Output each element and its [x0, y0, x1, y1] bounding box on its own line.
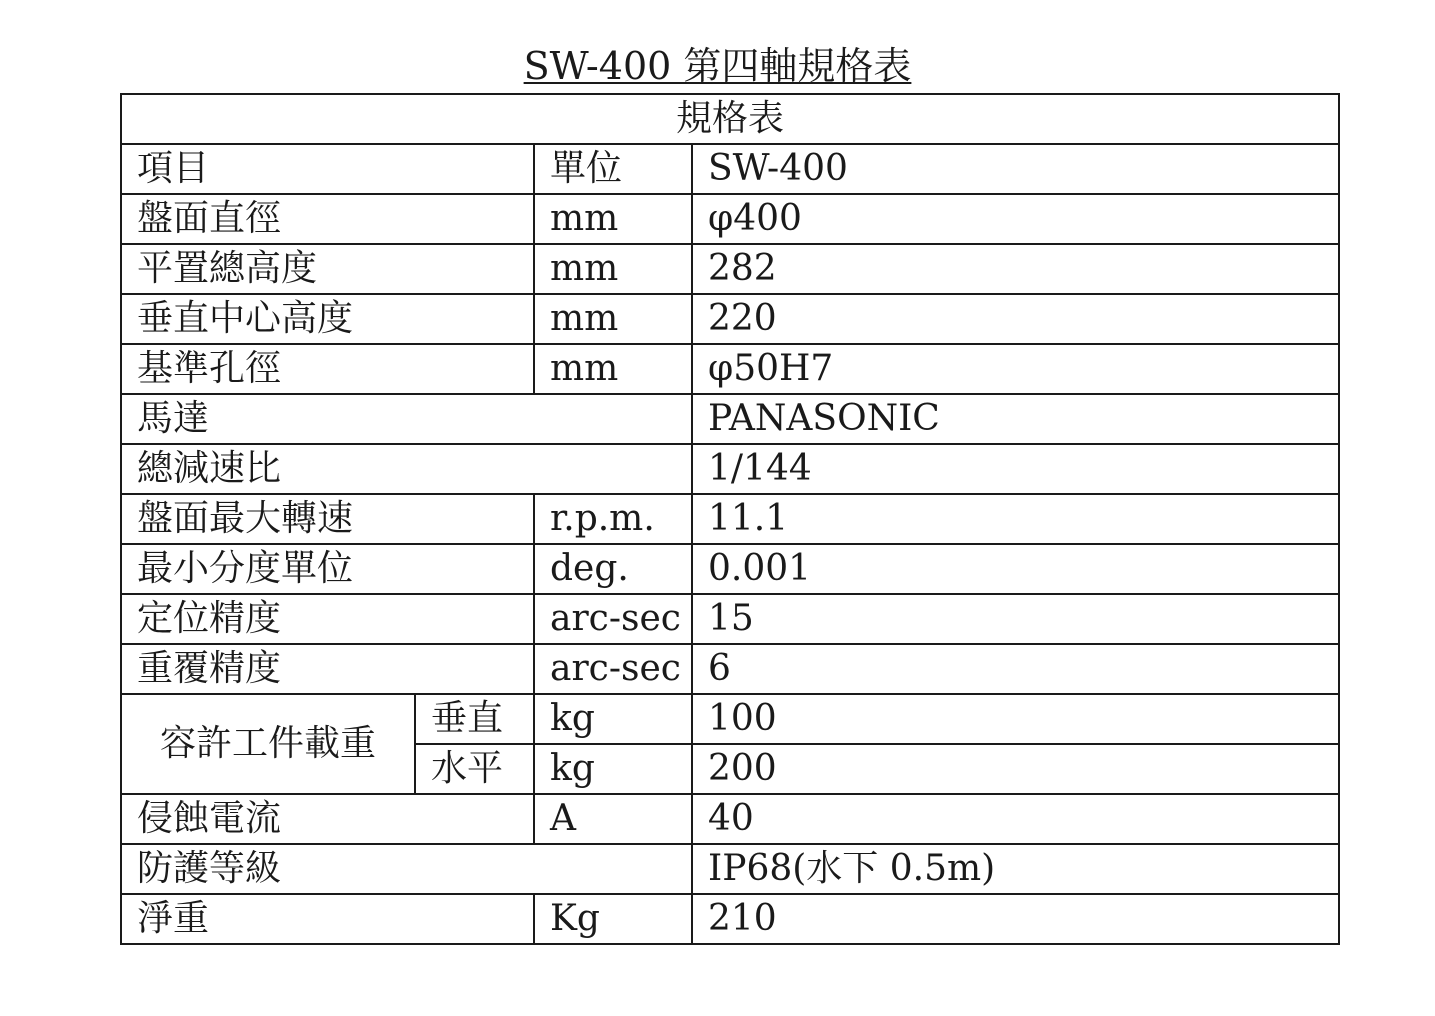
item-cell: 重覆精度 [121, 644, 534, 694]
load-sublabel-horizontal: 水平 [415, 744, 534, 794]
item-cell: 盤面最大轉速 [121, 494, 534, 544]
value-cell: 1/144 [692, 444, 1339, 494]
unit-cell: arc-sec [534, 644, 692, 694]
document-title-block [0, 42, 1435, 90]
unit-cell: mm [534, 244, 692, 294]
value-cell: PANASONIC [692, 394, 1339, 444]
item-cell: 定位精度 [121, 594, 534, 644]
item-cell: 最小分度單位 [121, 544, 534, 594]
table-row [121, 344, 1339, 394]
value-cell: 200 [692, 744, 1339, 794]
document-title: SW-400 第四軸規格表 [523, 44, 912, 88]
value-cell: 15 [692, 594, 1339, 644]
table-row [121, 244, 1339, 294]
table-header-row [121, 94, 1339, 144]
value-cell: 210 [692, 894, 1339, 944]
value-cell: 6 [692, 644, 1339, 694]
value-cell: SW-400 [692, 144, 1339, 194]
unit-cell: mm [534, 294, 692, 344]
value-cell: IP68(水下 0.5m) [692, 844, 1339, 894]
value-cell: 11.1 [692, 494, 1339, 544]
value-cell: 220 [692, 294, 1339, 344]
unit-cell: kg [534, 744, 692, 794]
table-row [121, 544, 1339, 594]
item-cell: 項目 [121, 144, 534, 194]
unit-cell: mm [534, 194, 692, 244]
table-row [121, 894, 1339, 944]
load-item-cell: 容許工件載重 [121, 694, 415, 794]
item-cell: 馬達 [121, 394, 692, 444]
unit-cell: deg. [534, 544, 692, 594]
table-row [121, 444, 1339, 494]
load-row-vertical [121, 694, 1339, 744]
load-sublabel-vertical: 垂直 [415, 694, 534, 744]
unit-cell: arc-sec [534, 594, 692, 644]
table-row [121, 594, 1339, 644]
item-cell: 平置總高度 [121, 244, 534, 294]
item-cell: 總減速比 [121, 444, 692, 494]
unit-cell: kg [534, 694, 692, 744]
item-cell: 垂直中心高度 [121, 294, 534, 344]
table-row [121, 644, 1339, 694]
unit-cell: Kg [534, 894, 692, 944]
unit-cell: 單位 [534, 144, 692, 194]
item-cell: 侵蝕電流 [121, 794, 534, 844]
table-row [121, 494, 1339, 544]
value-cell: φ50H7 [692, 344, 1339, 394]
table-row [121, 144, 1339, 194]
item-cell: 防護等級 [121, 844, 692, 894]
value-cell: 40 [692, 794, 1339, 844]
table-row [121, 394, 1339, 444]
table-row [121, 294, 1339, 344]
value-cell: 0.001 [692, 544, 1339, 594]
table-row [121, 194, 1339, 244]
value-cell: 100 [692, 694, 1339, 744]
value-cell: 282 [692, 244, 1339, 294]
item-cell: 淨重 [121, 894, 534, 944]
item-cell: 盤面直徑 [121, 194, 534, 244]
table-row [121, 794, 1339, 844]
table-header: 規格表 [121, 94, 1339, 144]
spec-table [120, 93, 1340, 945]
item-cell: 基準孔徑 [121, 344, 534, 394]
unit-cell: r.p.m. [534, 494, 692, 544]
unit-cell: mm [534, 344, 692, 394]
unit-cell: A [534, 794, 692, 844]
value-cell: φ400 [692, 194, 1339, 244]
table-row [121, 844, 1339, 894]
